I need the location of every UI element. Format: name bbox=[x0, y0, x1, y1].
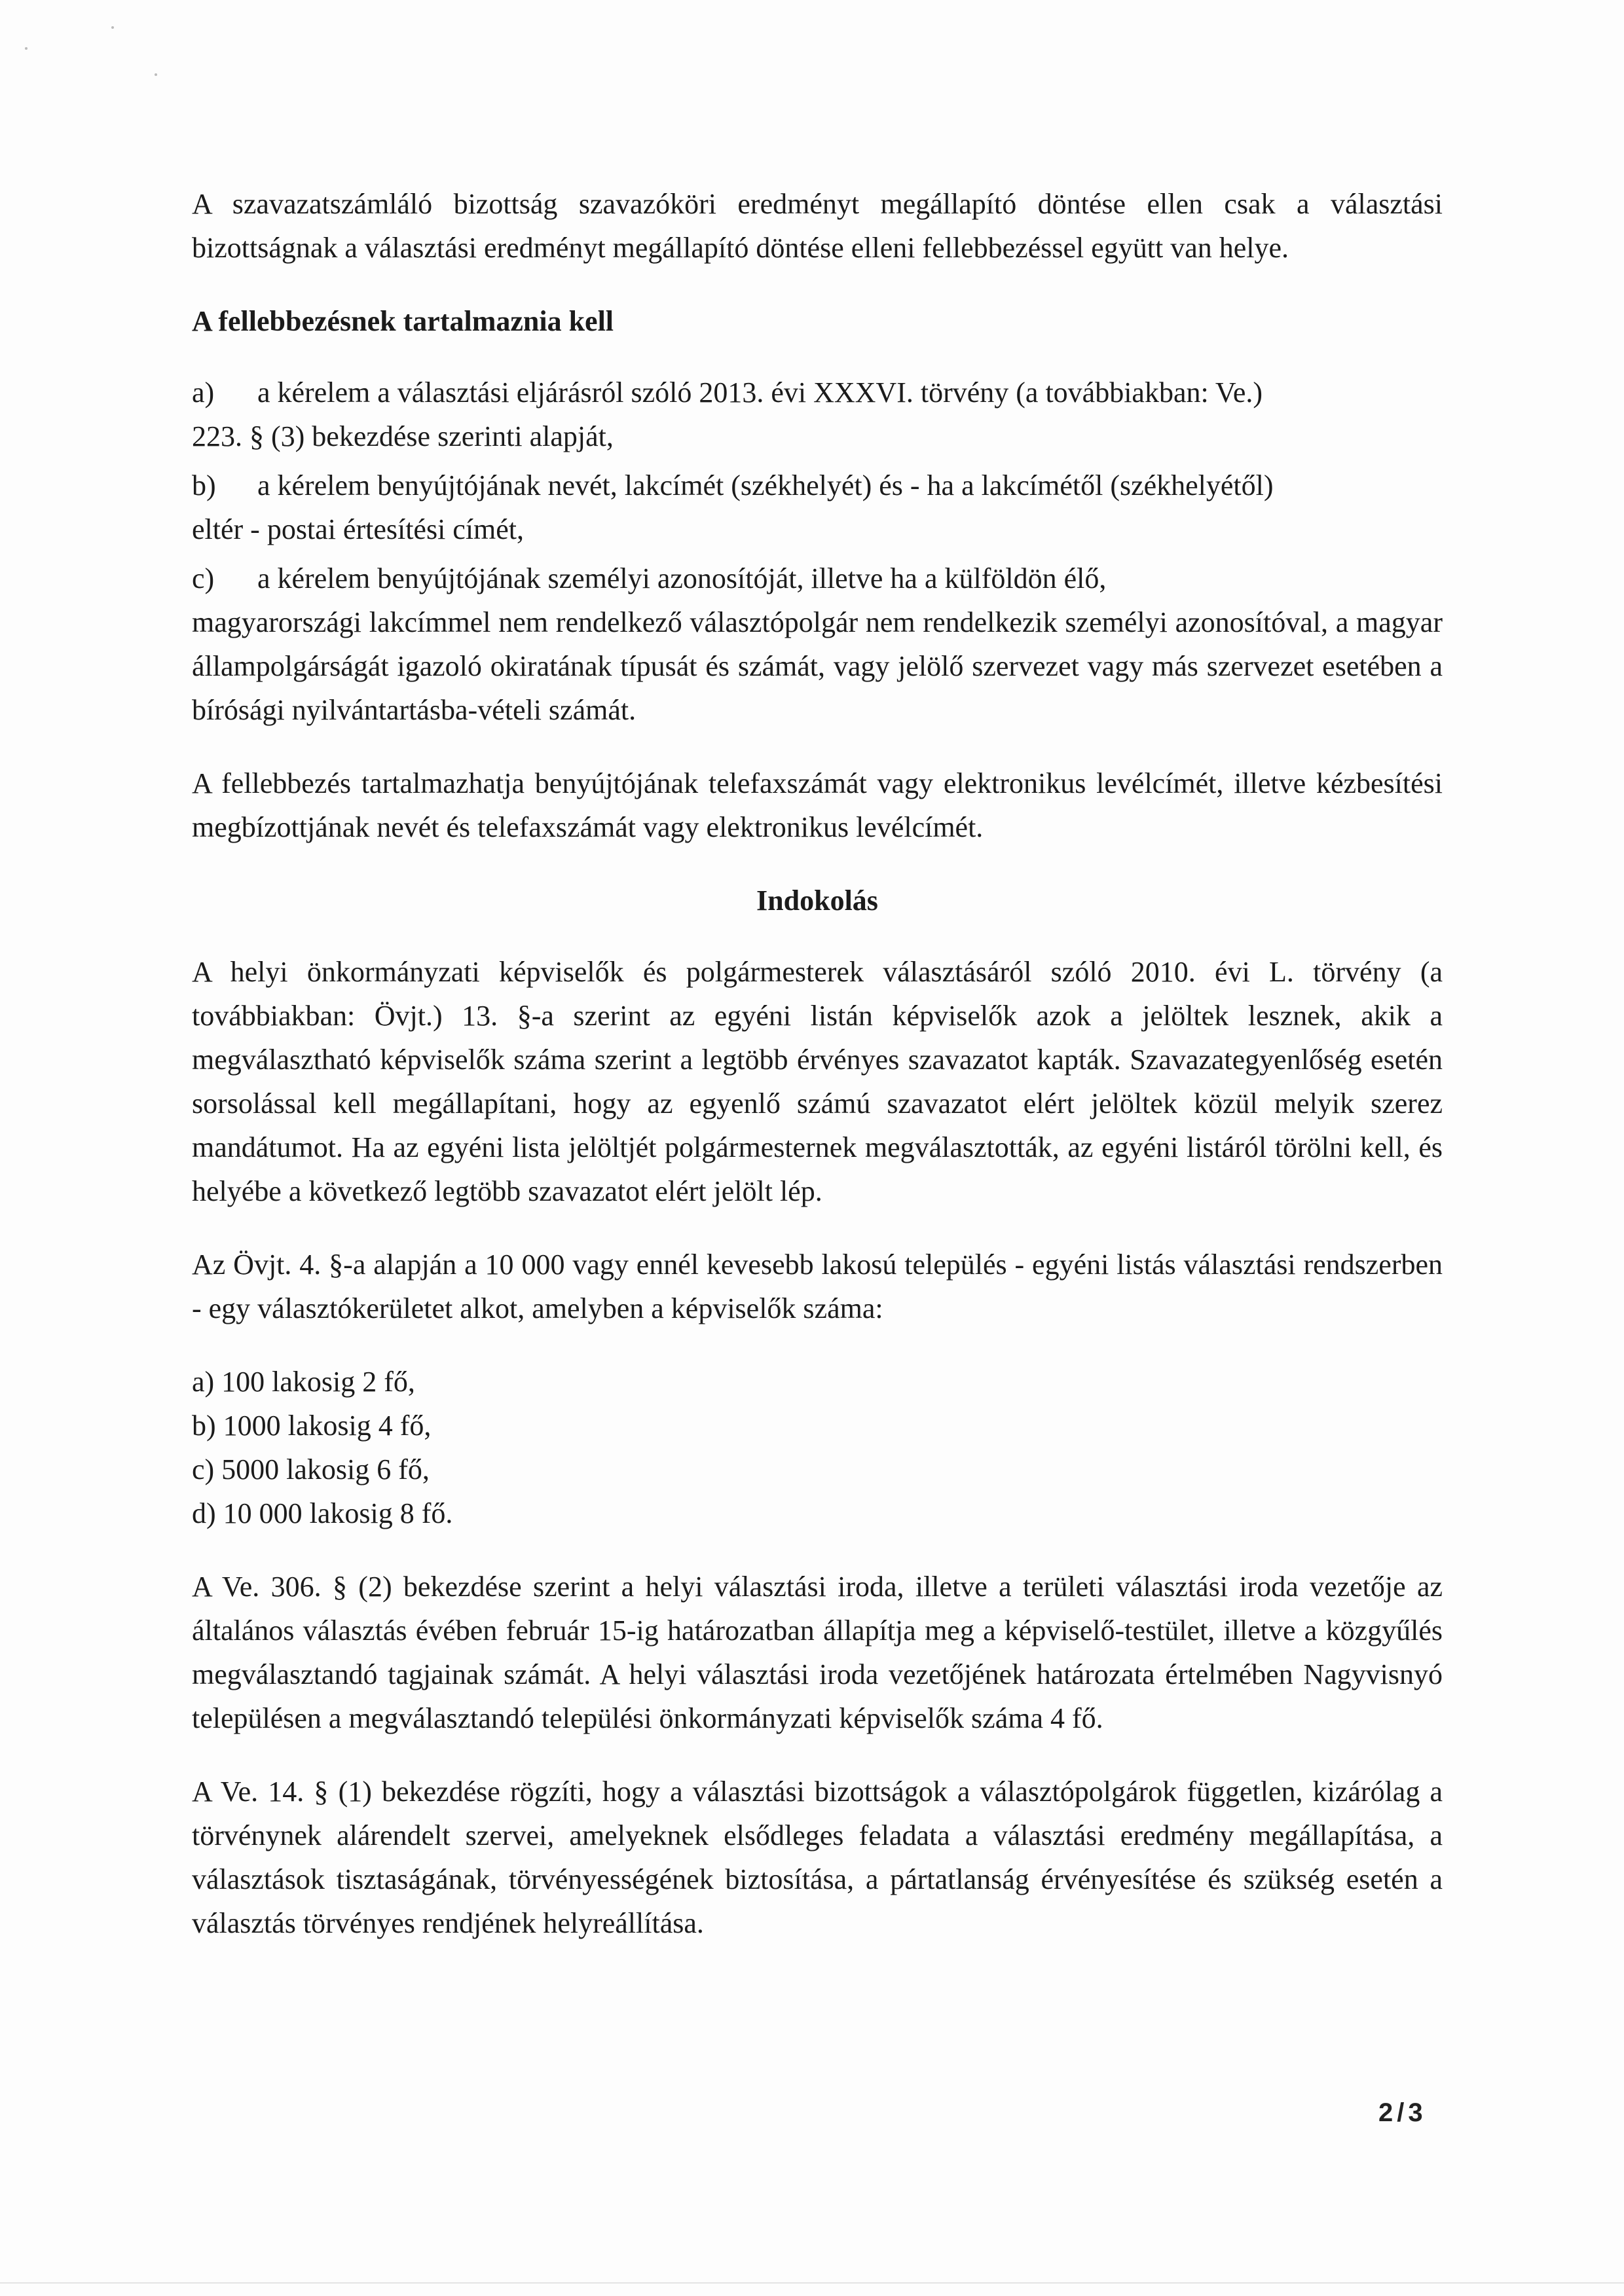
reasoning-paragraph: A helyi önkormányzati képviselők és polgármesterek választásáról szóló 2010. évi L. törvény (a továbbiakban: Övjt.) 13. §-a szerint az egyéni listán képviselők azok a jelöltek lesznek, akik a megválasztható képviselők száma szerint a legtöbb érvényes szavazatot kapták. Szavazategyenlőség esetén sorsolással kell megállapítani, hogy az egyenlő számú szavazatot elért jelöltek közül melyik szerez mandátumot. Ha az egyéni lista jelöltjét polgármesternek megválasztották, az egyéni listáról törölni kell, és helyébe a következő legtöbb szavazatot elért jelölt lép. bbox=[192, 956, 1443, 1207]
scan-speck bbox=[155, 73, 157, 76]
item-text-continued: 223. § (3) bekezdése szerinti alapját, bbox=[192, 420, 614, 452]
intro-paragraph: A szavazatszámláló bizottság szavazóköri eredményt megállapító döntése ellen csak a választási bizottságnak a választási eredményt megállapító döntése elleni fellebbezéssel együtt van helye. bbox=[192, 188, 1443, 264]
reasoning-heading: Indokolás bbox=[756, 884, 878, 917]
population-list bbox=[192, 1360, 1443, 1535]
item-text-continued: magyarországi lakcímmel nem rendelkező választópolgár nem rendelkezik személyi azonosítóval, a magyar állampolgárságát igazoló okiratának típusát és számát, vagy jelölő szervezet vagy más szervezet esetében a bírósági nyilvántartásba-vételi számát. bbox=[192, 606, 1443, 726]
page-number: 2/3 bbox=[1378, 2098, 1427, 2127]
requirement-item-a bbox=[192, 371, 1443, 458]
scan-speck bbox=[25, 47, 28, 50]
scan-edge-line bbox=[0, 2282, 1624, 2284]
requirements-heading: A fellebbezésnek tartalmaznia kell bbox=[192, 305, 614, 337]
requirement-item-b bbox=[192, 464, 1443, 551]
reasoning-paragraph: Az Övjt. 4. §-a alapján a 10 000 vagy ennél kevesebb lakosú település - egyéni listás választási rendszerben - egy választókerületet alkot, amelyben a képviselők száma: bbox=[192, 1248, 1443, 1324]
item-text: a kérelem a választási eljárásról szóló 2013. évi XXXVI. törvény (a továbbiakban: Ve.) bbox=[257, 376, 1263, 409]
item-text: a kérelem benyújtójának nevét, lakcímét (székhelyét) és - ha a lakcímétől (székhelyétől) bbox=[257, 469, 1274, 501]
scan-speck bbox=[111, 26, 114, 29]
list-item: c) 5000 lakosig 6 fő, bbox=[192, 1453, 430, 1485]
reasoning-paragraph: A Ve. 306. § (2) bekezdése szerint a helyi választási iroda, illetve a területi választási iroda vezetője az általános választás évében február 15-ig határozatban állapítja meg a képviselő-testület, illetve a közgyűlés megválasztandó tagjainak számát. A helyi választási iroda vezetőjének határozata értelmében Nagyvisnyó településen a megválasztandó települési önkormányzati képviselők száma 4 fő. bbox=[192, 1571, 1443, 1734]
optional-contents-paragraph: A fellebbezés tartalmazhatja benyújtójának telefaxszámát vagy elektronikus levélcímét, illetve kézbesítési megbízottjának nevét és telefaxszámát vagy elektronikus levélcímét. bbox=[192, 767, 1443, 843]
requirement-item-c bbox=[192, 556, 1443, 732]
item-marker: c) bbox=[192, 562, 215, 594]
item-marker: a) bbox=[192, 376, 215, 409]
list-item: d) 10 000 lakosig 8 fő. bbox=[192, 1497, 453, 1529]
document-body bbox=[192, 182, 1443, 1975]
item-marker: b) bbox=[192, 469, 216, 501]
reasoning-paragraph: A Ve. 14. § (1) bekezdése rögzíti, hogy a választási bizottságok a választópolgárok független, kizárólag a törvénynek alárendelt szervei, amelyeknek elsődleges feladata a választási eredmény megállapítása, a választások tisztaságának, törvényességének biztosítása, a pártatlanság érvényesítése és szükség esetén a választás törvényes rendjének helyreállítása. bbox=[192, 1776, 1443, 1939]
requirements-list bbox=[192, 371, 1443, 732]
list-item: b) 1000 lakosig 4 fő, bbox=[192, 1410, 432, 1442]
list-item: a) 100 lakosig 2 fő, bbox=[192, 1366, 415, 1398]
item-text: a kérelem benyújtójának személyi azonosítóját, illetve ha a külföldön élő, bbox=[257, 562, 1107, 594]
item-text-continued: eltér - postai értesítési címét, bbox=[192, 513, 525, 545]
